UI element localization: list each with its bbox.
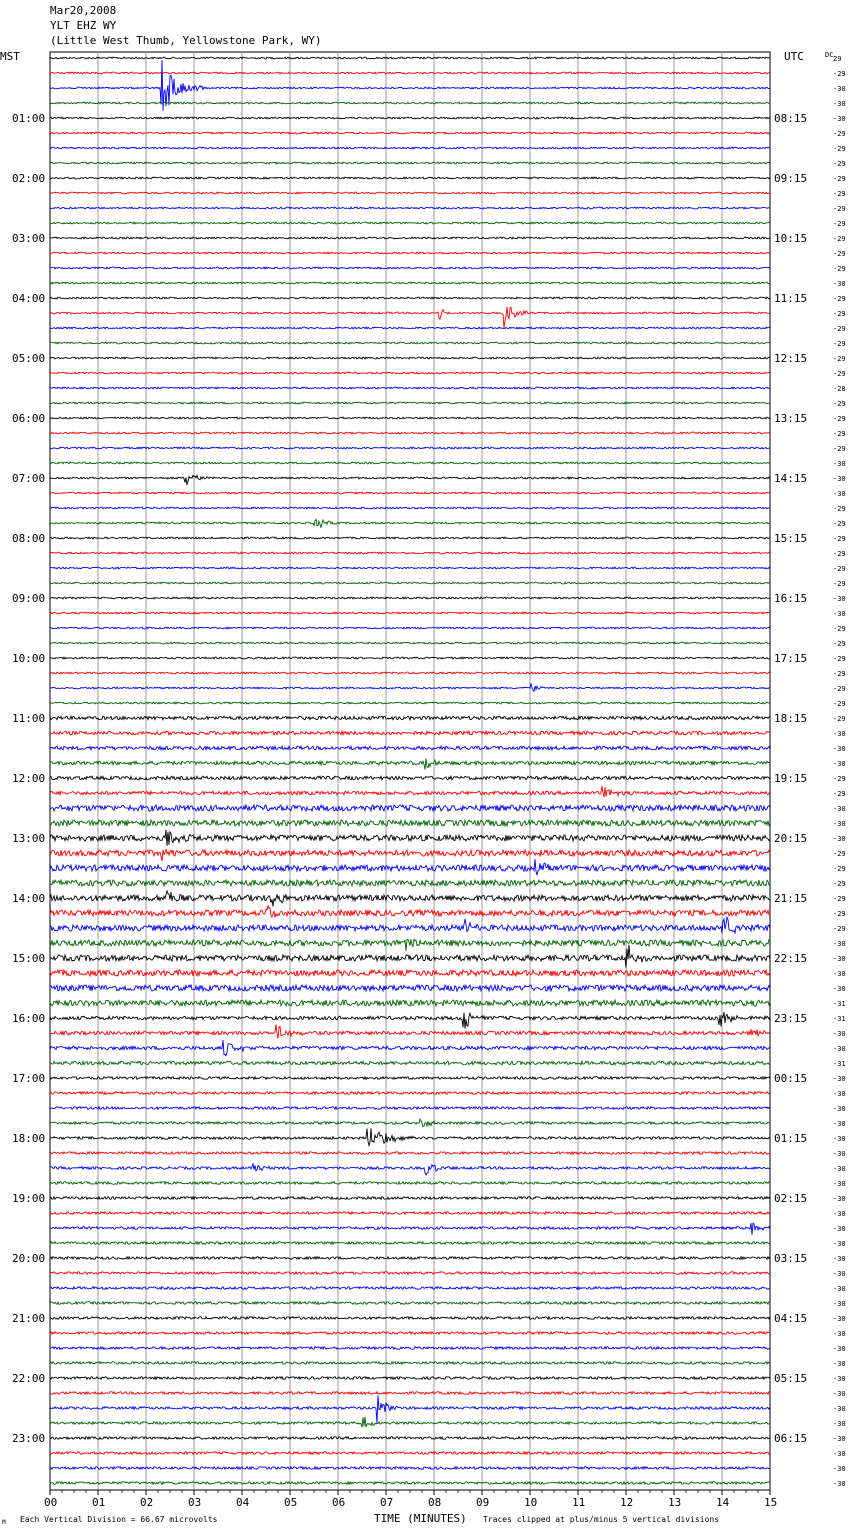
dc-offset-label: -30 [833,1255,846,1263]
trace-line [50,177,770,179]
left-hour-label: 02:00 [12,172,46,185]
dc-offset-label: -30 [833,1465,846,1473]
right-hour-label: 22:15 [774,952,808,965]
dc-offset-label: -29 [833,700,846,708]
dc-offset-label: -30 [833,1210,846,1218]
trace-line [50,507,770,509]
dc-offset-label: -29 [833,265,846,273]
trace-line [50,1077,770,1080]
trace-line [50,1377,770,1380]
right-hour-label: 16:15 [774,592,808,605]
x-tick-label: 08 [428,1496,442,1509]
dc-offset-label: -30 [833,760,846,768]
trace-line [50,1392,770,1395]
right-hour-label: 17:15 [774,652,808,665]
dc-offset-label: -30 [833,1270,846,1278]
left-hour-label: 07:00 [12,472,46,485]
dc-offset-label: -29 [833,715,846,723]
dc-offset-label: -29 [833,190,846,198]
dc-offset-label: -30 [833,1075,846,1083]
dc-offset-label: 29 [833,55,842,63]
left-timezone-label: MST [0,50,20,63]
trace-line [50,552,770,554]
trace-line [50,492,770,494]
dc-offset-label: -30 [833,595,846,603]
dc-offset-label: -29 [833,505,846,513]
dc-offset-label: -30 [833,1405,846,1413]
trace-line [50,282,770,284]
trace-line [50,237,770,239]
dc-offset-label: -29 [833,355,846,363]
x-tick-label: 00 [44,1496,58,1509]
left-hour-label: 11:00 [12,712,46,725]
header-station: YLT EHZ WY [50,19,117,32]
left-hour-label: 08:00 [12,532,46,545]
trace-line [50,985,770,991]
trace-line [50,612,770,614]
dc-offset-label: -30 [833,1300,846,1308]
dc-offset-label: -29 [833,130,846,138]
dc-offset-label: -30 [833,970,846,978]
dc-offset-label: -30 [833,1345,846,1353]
right-hour-label: 15:15 [774,532,808,545]
dc-offset-label: -29 [833,220,846,228]
trace-line [50,1242,770,1245]
dc-offset-label: -29 [833,925,846,933]
dc-offset-label: -29 [833,790,846,798]
right-hour-label: 20:15 [774,832,808,845]
dc-offset-label: -29 [833,865,846,873]
x-tick-label: 02 [140,1496,154,1509]
trace-line [50,716,770,720]
trace-line [50,1040,770,1056]
dc-offset-label: -29 [833,205,846,213]
right-timezone-label: UTC [784,50,804,63]
dc-offset-label: -29 [833,295,846,303]
dc-offset-label: -30 [833,1165,846,1173]
x-tick-label: 11 [572,1496,586,1509]
dc-offset-label: -29 [833,880,846,888]
dc-offset-label: -29 [833,70,846,78]
dc-offset-label: -30 [833,1315,846,1323]
trace-line [50,297,770,299]
dc-offset-label: -30 [833,1360,846,1368]
dc-offset-label: -29 [833,910,846,918]
trace-line [50,657,770,659]
dc-offset-label: -29 [833,445,846,453]
trace-line [50,57,770,59]
trace-line [50,102,770,104]
right-hour-label: 05:15 [774,1372,808,1385]
trace-line [50,1287,770,1290]
left-hour-label: 05:00 [12,352,46,365]
dc-offset-label: -29 [833,340,846,348]
trace-line [50,786,770,797]
dc-offset-label: -30 [833,820,846,828]
trace-line [50,327,770,329]
footer-clip-note: Traces clipped at plus/minus 5 vertical divisions [483,1515,720,1524]
x-tick-label: 04 [236,1496,250,1509]
trace-line [50,1257,770,1260]
right-hour-label: 01:15 [774,1132,808,1145]
dc-offset-label: -30 [833,1090,846,1098]
right-hour-label: 10:15 [774,232,808,245]
right-hour-label: 04:15 [774,1312,808,1325]
left-hour-label: 09:00 [12,592,46,605]
right-hour-label: 11:15 [774,292,808,305]
left-hour-label: 17:00 [12,1072,46,1085]
dc-offset-label: -29 [833,580,846,588]
footer-scale-note: Each Vertical Division = 66.67 microvolts [20,1515,218,1524]
dc-offset-label: -30 [833,1150,846,1158]
trace-line [50,207,770,209]
trace-line [50,1467,770,1470]
header-location: (Little West Thumb, Yellowstone Park, WY) [50,34,322,47]
left-hour-label: 14:00 [12,892,46,905]
dc-offset-label: -30 [833,805,846,813]
x-tick-label: 10 [524,1496,538,1509]
dc-offset-label: -30 [833,730,846,738]
right-hour-label: 14:15 [774,472,808,485]
dc-offset-label: -30 [833,1390,846,1398]
trace-line [50,672,770,674]
dc-offset-label: -29 [833,310,846,318]
dc-offset-label: -29 [833,325,846,333]
right-hour-label: 03:15 [774,1252,808,1265]
trace-line [50,1482,770,1485]
x-tick-label: 05 [284,1496,298,1509]
trace-line [50,1129,770,1146]
trace-line [50,252,770,254]
trace-line [50,1223,770,1235]
dc-offset-label: -30 [833,1180,846,1188]
trace-line [50,1302,770,1305]
dc-offset-label: -31 [833,1015,846,1023]
trace-line [50,519,770,528]
trace-line [50,417,770,419]
trace-line [50,162,770,164]
trace-line [50,1452,770,1455]
trace-line [50,880,770,886]
trace-line [50,387,770,389]
right-hour-label: 21:15 [774,892,808,905]
left-hour-label: 04:00 [12,292,46,305]
dc-offset-label: -29 [833,400,846,408]
x-axis-title: TIME (MINUTES) [374,1512,467,1525]
trace-line [50,1417,770,1428]
dc-offset-label: -30 [833,940,846,948]
dc-offset-label: -29 [833,145,846,153]
dc-offset-label: -30 [833,745,846,753]
dc-offset-label: -29 [833,550,846,558]
dc-offset-label: -29 [833,370,846,378]
dc-offset-label: -29 [833,895,846,903]
left-hour-label: 01:00 [12,112,46,125]
trace-line [50,1164,770,1175]
left-hour-label: 21:00 [12,1312,46,1325]
left-hour-label: 10:00 [12,652,46,665]
axis [12,55,846,1509]
trace-line [50,1362,770,1365]
x-tick-label: 14 [716,1496,730,1509]
dc-offset-label: -29 [833,775,846,783]
trace-line [50,939,770,951]
trace-line [50,1182,770,1185]
trace-line [50,1332,770,1335]
dc-offset-label: -29 [833,250,846,258]
dc-offset-label: -30 [833,1375,846,1383]
trace-line [50,642,770,644]
trace-line [50,1317,770,1320]
dc-offset-label: -30 [833,100,846,108]
x-tick-label: 15 [764,1496,778,1509]
dc-offset-label: -30 [833,460,846,468]
dc-offset-label: -29 [833,520,846,528]
dc-offset-label: -30 [833,985,846,993]
right-hour-label: 19:15 [774,772,808,785]
dc-offset-label: -30 [833,1120,846,1128]
trace-line [50,830,770,846]
trace-line [50,746,770,750]
trace-line [50,970,770,976]
trace-line [50,1197,770,1200]
trace-line [50,1025,770,1039]
trace-line [50,1119,770,1127]
dc-offset-label: -29 [833,640,846,648]
trace-line [50,132,770,134]
dc-offset-label: -30 [833,1330,846,1338]
x-tick-label: 12 [620,1496,634,1509]
right-hour-label: 02:15 [774,1192,808,1205]
trace-line [50,1107,770,1110]
left-hour-label: 06:00 [12,412,46,425]
trace-line [50,820,770,826]
trace-line [50,267,770,269]
dc-offset-label: -31 [833,1060,846,1068]
dc-label: DC [825,51,834,59]
dc-offset-label: -30 [833,1195,846,1203]
trace-line [50,859,770,875]
trace-line [50,567,770,569]
trace-line [50,475,770,485]
dc-offset-label: -29 [833,235,846,243]
dc-offset-label: -29 [833,160,846,168]
trace-line [50,850,770,862]
dc-offset-label: -29 [833,175,846,183]
dc-offset-label: -29 [833,670,846,678]
trace-line [50,402,770,404]
dc-offset-label: -30 [833,475,846,483]
trace-line [50,683,770,691]
left-hour-label: 03:00 [12,232,46,245]
trace-line [50,906,770,918]
dc-offset-label: -30 [833,1225,846,1233]
trace-line [50,1395,770,1423]
dc-offset-label: -29 [833,415,846,423]
x-tick-label: 13 [668,1496,682,1509]
trace-line [50,222,770,224]
dc-offset-label: -30 [833,85,846,93]
right-hour-label: 18:15 [774,712,808,725]
trace-line [50,1061,770,1065]
dc-offset-label: -30 [833,1450,846,1458]
trace-line [50,447,770,449]
dc-offset-label: -29 [833,655,846,663]
trace-line [50,432,770,434]
dc-offset-label: -30 [833,1435,846,1443]
trace-line [50,537,770,539]
dc-offset-label: -29 [833,565,846,573]
trace-line [50,307,770,328]
right-hour-label: 12:15 [774,352,808,365]
trace-line [50,1000,770,1006]
trace-line [50,342,770,344]
dc-offset-label: -29 [833,685,846,693]
trace-line [50,731,770,735]
dc-offset-label: -30 [833,490,846,498]
trace-line [50,1347,770,1350]
left-hour-label: 20:00 [12,1252,46,1265]
trace-line [50,945,770,968]
left-hour-label: 22:00 [12,1372,46,1385]
trace-line [50,147,770,149]
dc-offset-label: -29 [833,850,846,858]
dc-offset-label: -30 [833,1480,846,1488]
trace-line [50,776,770,780]
dc-offset-label: -30 [833,1285,846,1293]
trace-line [50,759,770,770]
trace-line [50,192,770,194]
trace-line [50,582,770,584]
trace-line [50,1437,770,1440]
trace-line [50,702,770,704]
trace-line [50,1092,770,1095]
x-tick-label: 07 [380,1496,394,1509]
trace-line [50,462,770,464]
left-hour-label: 19:00 [12,1192,46,1205]
dc-offset-label: -28 [833,385,846,393]
dc-offset-label: -30 [833,1105,846,1113]
left-hour-label: 13:00 [12,832,46,845]
x-tick-label: 01 [92,1496,106,1509]
trace-line [50,917,770,933]
right-hour-label: 09:15 [774,172,808,185]
header-date: Mar20,2008 [50,4,117,17]
dc-offset-label: -29 [833,625,846,633]
dc-offset-label: -30 [833,955,846,963]
x-tick-label: 03 [188,1496,202,1509]
dc-offset-label: -30 [833,1135,846,1143]
right-hour-label: 06:15 [774,1432,808,1445]
trace-line [50,1012,770,1029]
trace-line [50,1272,770,1275]
right-hour-label: 23:15 [774,1012,808,1025]
dc-offset-label: -29 [833,535,846,543]
dc-offset-label: -29 [833,430,846,438]
left-hour-label: 15:00 [12,952,46,965]
trace-line [50,357,770,359]
right-hour-label: 13:15 [774,412,808,425]
trace-line [50,597,770,599]
x-tick-label: 09 [476,1496,490,1509]
dc-offset-label: -30 [833,115,846,123]
dc-offset-label: -30 [833,835,846,843]
dc-offset-label: -30 [833,1240,846,1248]
trace-line [50,627,770,629]
trace-line [50,1212,770,1215]
dc-offset-label: -30 [833,280,846,288]
corner-mark: M [2,1519,6,1526]
left-hour-label: 12:00 [12,772,46,785]
x-tick-label: 06 [332,1496,346,1509]
left-hour-label: 23:00 [12,1432,46,1445]
traces [50,57,770,1484]
dc-offset-label: -30 [833,1030,846,1038]
trace-line [50,117,770,119]
left-hour-label: 16:00 [12,1012,46,1025]
right-hour-label: 00:15 [774,1072,808,1085]
dc-offset-label: -30 [833,1420,846,1428]
trace-line [50,372,770,374]
trace-line [50,72,770,74]
trace-line [50,891,770,906]
trace-line [50,1152,770,1155]
left-hour-label: 18:00 [12,1132,46,1145]
dc-offset-label: -30 [833,1045,846,1053]
dc-offset-label: -30 [833,610,846,618]
right-hour-label: 08:15 [774,112,808,125]
dc-offset-label: -31 [833,1000,846,1008]
trace-line [50,805,770,811]
